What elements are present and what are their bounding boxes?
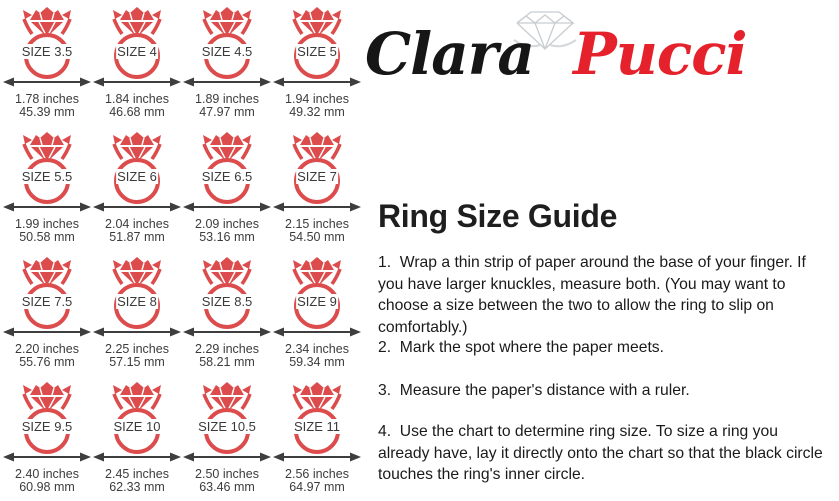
ring-size-label: SIZE 6.5 — [201, 169, 253, 184]
ring-cell — [92, 381, 182, 501]
ring-inches-value: 2.34 inches — [285, 342, 349, 356]
ring-size-label: SIZE 10.5 — [198, 419, 256, 434]
ring-cell — [182, 131, 272, 256]
ring-inches-value: 1.84 inches — [105, 92, 169, 106]
ring-mm-value: 45.39 mm — [19, 105, 75, 119]
guide-step-4: 4. Use the chart to determine ring size. To size a ring you already have, lay it directly onto the chart so that the black circle touches the ring's inner circle. — [378, 423, 828, 483]
ring-size-label: SIZE 9 — [297, 294, 337, 309]
ring-size-label: SIZE 4 — [117, 44, 157, 59]
ring-inches-value: 2.50 inches — [195, 467, 259, 481]
ring-size-label: SIZE 9.5 — [21, 419, 73, 434]
ring-inches-value: 1.99 inches — [15, 217, 79, 231]
ring-inches-value: 2.20 inches — [15, 342, 79, 356]
ring-mm-value: 54.50 mm — [289, 230, 345, 244]
ring-cell — [272, 256, 362, 381]
ring-inches-value: 1.94 inches — [285, 92, 349, 106]
ring-size-label: SIZE 4.5 — [201, 44, 253, 59]
ring-size-label: SIZE 7.5 — [21, 294, 73, 309]
ring-size-label: SIZE 8 — [117, 294, 157, 309]
ring-cell — [92, 131, 182, 256]
ring-mm-value: 50.58 mm — [19, 230, 75, 244]
ring-cell — [182, 256, 272, 381]
logo-text-clara: Clara — [365, 20, 534, 88]
ring-mm-value: 59.34 mm — [289, 355, 345, 369]
ring-size-label: SIZE 5.5 — [21, 169, 73, 184]
ring-size-label: SIZE 3.5 — [21, 44, 73, 59]
ring-cell — [182, 381, 272, 501]
brand-logo — [365, 22, 747, 86]
ring-size-chart — [2, 6, 362, 501]
guide-title: Ring Size Guide — [378, 198, 618, 234]
ring-inches-value: 2.15 inches — [285, 217, 349, 231]
ring-inches-value: 2.40 inches — [15, 467, 79, 481]
ring-inches-value: 2.25 inches — [105, 342, 169, 356]
ring-inches-value: 1.89 inches — [195, 92, 259, 106]
ring-mm-value: 53.16 mm — [199, 230, 255, 244]
ring-mm-value: 57.15 mm — [109, 355, 165, 369]
ring-cell — [92, 6, 182, 131]
ring-inches-value: 2.29 inches — [195, 342, 259, 356]
ring-inches-value: 2.56 inches — [285, 467, 349, 481]
ring-cell — [92, 256, 182, 381]
ring-mm-value: 60.98 mm — [19, 480, 75, 494]
ring-cell — [2, 131, 92, 256]
ring-mm-value: 62.33 mm — [109, 480, 165, 494]
ring-mm-value: 47.97 mm — [199, 105, 255, 119]
ring-size-label: SIZE 5 — [297, 44, 337, 59]
ring-size-label: SIZE 10 — [113, 419, 161, 434]
ring-size-label: SIZE 6 — [117, 169, 157, 184]
ring-inches-value: 2.04 inches — [105, 217, 169, 231]
info-panel — [365, 0, 833, 501]
ring-cell — [2, 6, 92, 131]
ring-cell — [2, 381, 92, 501]
ring-mm-value: 55.76 mm — [19, 355, 75, 369]
logo-text-pucci: Pucci — [573, 20, 747, 88]
ring-inches-value: 1.78 inches — [15, 92, 79, 106]
ring-cell — [2, 256, 92, 381]
ring-cell — [182, 6, 272, 131]
ring-inches-value: 2.09 inches — [195, 217, 259, 231]
ring-size-label: SIZE 8.5 — [201, 294, 253, 309]
guide-step-2: 2. Mark the spot where the paper meets. — [378, 339, 665, 356]
guide-step-3: 3. Measure the paper's distance with a ruler. — [378, 382, 690, 399]
ring-mm-value: 49.32 mm — [289, 105, 345, 119]
ring-inches-value: 2.45 inches — [105, 467, 169, 481]
ring-mm-value: 51.87 mm — [109, 230, 165, 244]
ring-cell — [272, 381, 362, 501]
ring-mm-value: 63.46 mm — [199, 480, 255, 494]
ring-cell — [272, 6, 362, 131]
ring-cell — [272, 131, 362, 256]
ring-mm-value: 46.68 mm — [109, 105, 165, 119]
guide-step-1: 1. Wrap a thin strip of paper around the base of your finger. If you have larger knuckles, measure both. (You may want to choose a size between the two to allow the ring to slip on comfortably.) — [378, 254, 811, 336]
ring-size-label: SIZE 11 — [293, 419, 341, 434]
ring-size-label: SIZE 7 — [297, 169, 337, 184]
ring-mm-value: 58.21 mm — [199, 355, 255, 369]
ring-mm-value: 64.97 mm — [289, 480, 345, 494]
